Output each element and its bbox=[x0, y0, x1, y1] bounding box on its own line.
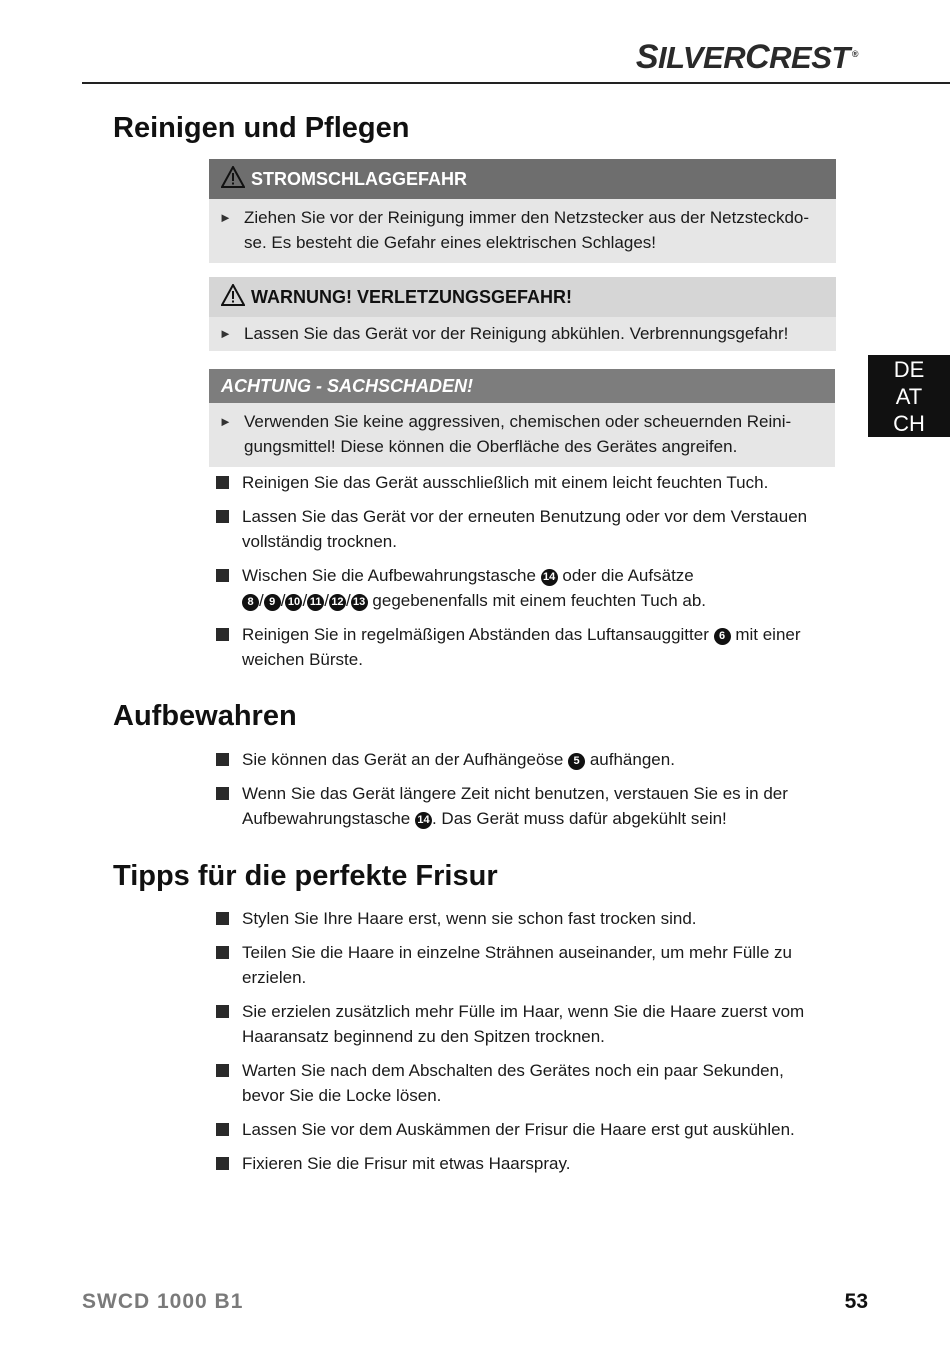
part-number-badge: 13 bbox=[351, 594, 368, 611]
part-number-badge: 10 bbox=[285, 594, 302, 611]
square-bullet-icon bbox=[216, 628, 229, 641]
list-item: Reinigen Sie in regelmäßigen Abständen das Luftansauggitter 6 mit einer weichen Bürste. bbox=[216, 622, 826, 672]
cleaning-list bbox=[216, 470, 826, 681]
header-rule bbox=[82, 82, 950, 84]
warning-item: ► Lassen Sie das Gerät vor der Reinigung abkühlen. Verbrennungsgefahr! bbox=[219, 321, 824, 346]
square-bullet-icon bbox=[216, 912, 229, 925]
list-item: Stylen Sie Ihre Haare erst, wenn sie schon fast trocken sind. bbox=[216, 906, 826, 931]
part-number-badge: 11 bbox=[307, 594, 324, 611]
lang-de: DE bbox=[893, 356, 925, 382]
arrow-bullet-icon: ► bbox=[219, 210, 232, 225]
list-item: Wischen Sie die Aufbewahrungstasche 14 oder die Aufsätze 8 / 9 / 10 / 11 / 12 / 13 gegebenenfalls mit einem feuchten Tuch ab. bbox=[216, 563, 826, 613]
list-item: Warten Sie nach dem Abschalten des Gerätes noch ein paar Sekunden, bevor Sie die Locke lösen. bbox=[216, 1058, 826, 1108]
lang-ch: CH bbox=[893, 410, 925, 436]
square-bullet-icon bbox=[216, 753, 229, 766]
section-title-cleaning: Reinigen und Pflegen bbox=[113, 112, 410, 144]
arrow-bullet-icon: ► bbox=[219, 414, 232, 429]
list-item: Sie können das Gerät an der Aufhängeöse 5 aufhängen. bbox=[216, 747, 826, 772]
caution-heading: ACHTUNG - SACHSCHADEN! bbox=[209, 369, 835, 403]
caution-item: ► Verwenden Sie keine aggressiven, chemischen oder scheuernden Reini- gungsmittel! Diese können die Oberfläche des Gerätes angreifen. bbox=[219, 409, 823, 459]
storage-list bbox=[216, 747, 826, 840]
square-bullet-icon bbox=[216, 510, 229, 523]
part-number-badge: 5 bbox=[568, 753, 585, 770]
section-title-tips: Tipps für die perfekte Frisur bbox=[113, 860, 498, 892]
part-number-badge: 8 bbox=[242, 594, 259, 611]
warning-box-electric-shock bbox=[209, 159, 836, 263]
warning-box-injury bbox=[209, 277, 836, 351]
square-bullet-icon bbox=[216, 1157, 229, 1170]
model-number: SWCD 1000 B1 bbox=[82, 1290, 244, 1313]
list-item: Reinigen Sie das Gerät ausschließlich mit einem leicht feuchten Tuch. bbox=[216, 470, 826, 495]
square-bullet-icon bbox=[216, 1123, 229, 1136]
part-number-badge: 14 bbox=[541, 569, 558, 586]
list-item: Fixieren Sie die Frisur mit etwas Haarspray. bbox=[216, 1151, 826, 1176]
list-item: Lassen Sie das Gerät vor der erneuten Benutzung oder vor dem Verstauen vollständig trocknen. bbox=[216, 504, 826, 554]
square-bullet-icon bbox=[216, 787, 229, 800]
tips-list bbox=[216, 906, 826, 1185]
arrow-bullet-icon: ► bbox=[219, 326, 232, 341]
square-bullet-icon bbox=[216, 476, 229, 489]
part-number-badge: 6 bbox=[714, 628, 731, 645]
warning-heading: STROMSCHLAGGEFAHR bbox=[209, 159, 836, 199]
language-tab bbox=[868, 355, 950, 437]
square-bullet-icon bbox=[216, 1005, 229, 1018]
page-number: 53 bbox=[844, 1290, 868, 1313]
list-item: Lassen Sie vor dem Auskämmen der Frisur die Haare erst gut auskühlen. bbox=[216, 1117, 826, 1142]
lang-at: AT bbox=[895, 383, 923, 409]
list-item: Teilen Sie die Haare in einzelne Strähnen auseinander, um mehr Fülle zu erzielen. bbox=[216, 940, 826, 990]
list-item: Sie erzielen zusätzlich mehr Fülle im Haar, wenn Sie die Haare zuerst vom Haaransatz beginnend zu den Spitzen trocknen. bbox=[216, 999, 826, 1049]
warning-item: ► Ziehen Sie vor der Reinigung immer den Netzstecker aus der Netzsteckdo- se. Es besteht die Gefahr eines elektrischen Schlages! bbox=[219, 205, 824, 255]
silvercrest-logo: SILVERCREST ® bbox=[635, 38, 858, 76]
part-number-badge: 14 bbox=[415, 812, 432, 829]
square-bullet-icon bbox=[216, 1064, 229, 1077]
warning-triangle-icon bbox=[221, 284, 245, 311]
warning-triangle-icon bbox=[221, 166, 245, 193]
part-number-badge: 9 bbox=[264, 594, 281, 611]
warning-heading: WARNUNG! VERLETZUNGSGEFAHR! bbox=[209, 277, 836, 317]
caution-box-property-damage bbox=[209, 369, 835, 467]
square-bullet-icon bbox=[216, 946, 229, 959]
square-bullet-icon bbox=[216, 569, 229, 582]
list-item: Wenn Sie das Gerät längere Zeit nicht benutzen, verstauen Sie es in der Aufbewahrungstasche 14 . Das Gerät muss dafür abgekühlt sein! bbox=[216, 781, 826, 831]
section-title-storage: Aufbewahren bbox=[113, 700, 297, 732]
part-number-badge: 12 bbox=[329, 594, 346, 611]
